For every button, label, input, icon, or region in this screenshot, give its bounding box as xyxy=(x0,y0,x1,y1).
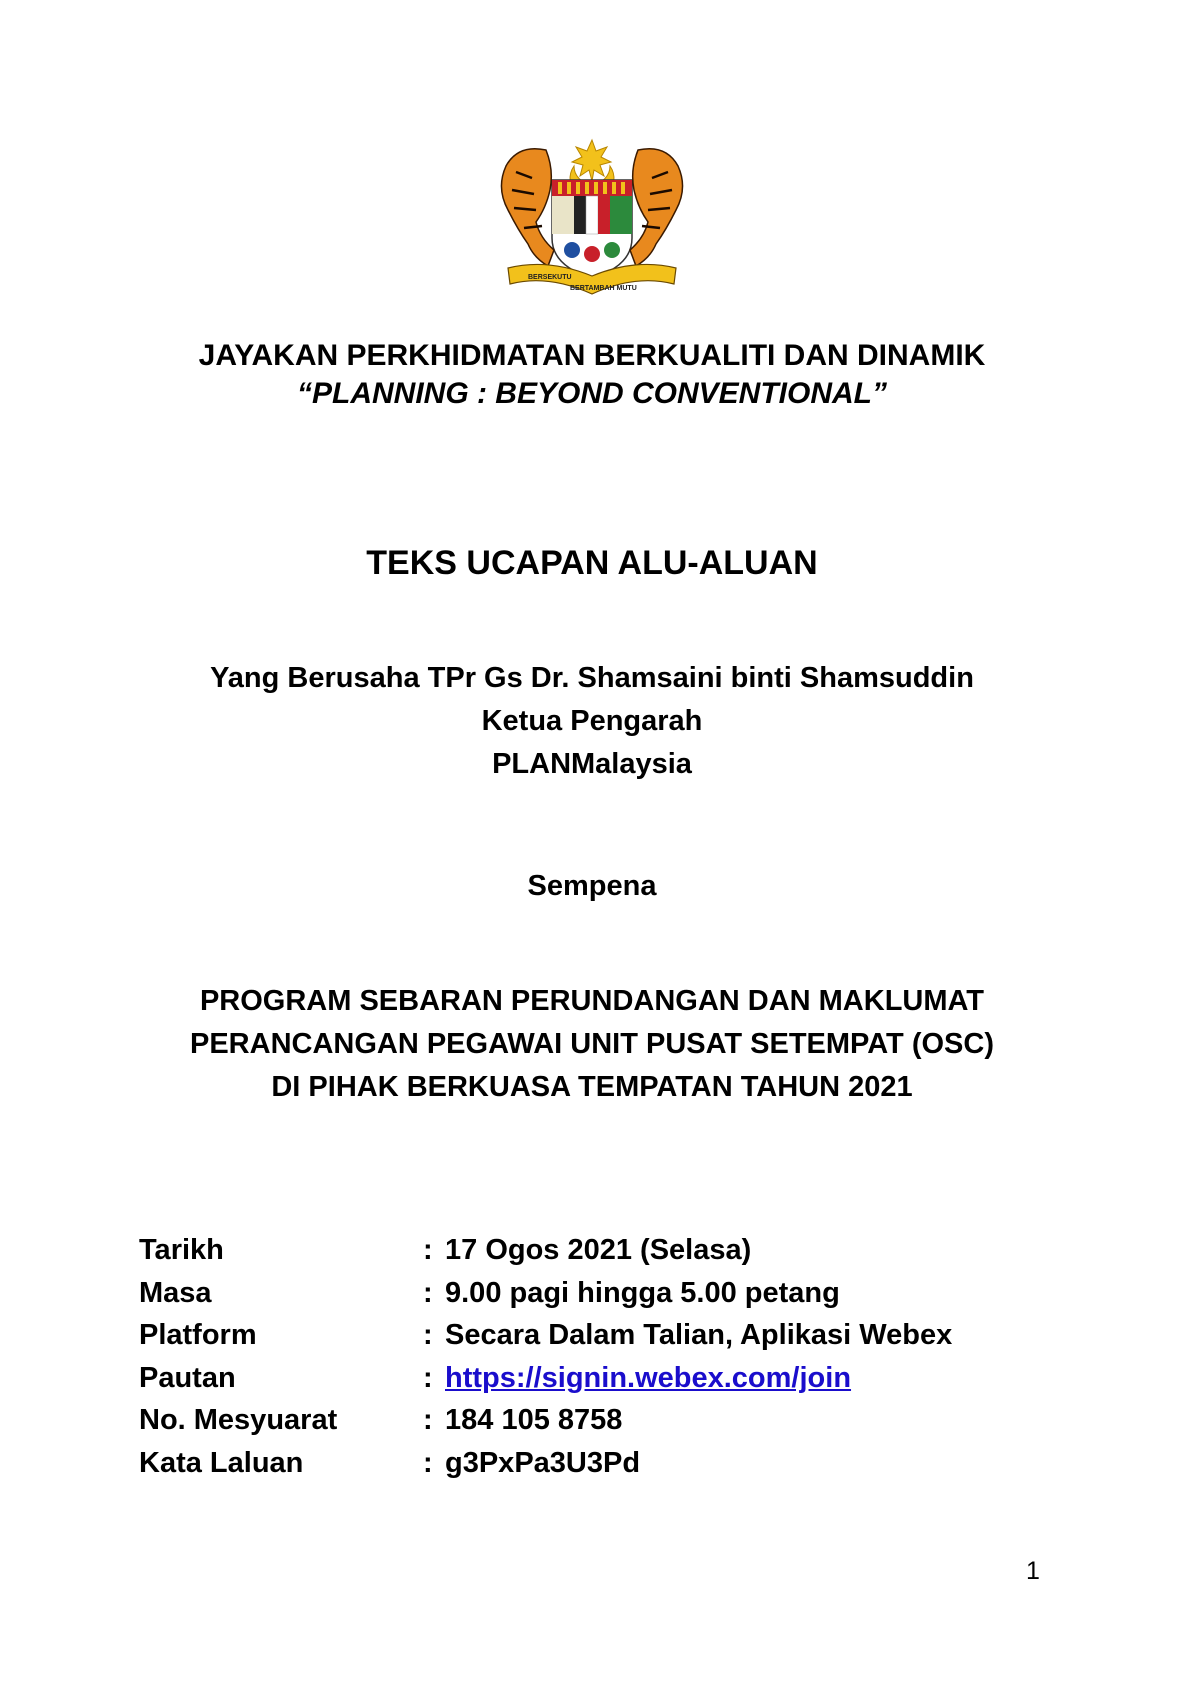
detail-label: Kata Laluan xyxy=(139,1446,304,1479)
sempena-label: Sempena xyxy=(527,870,657,902)
detail-value: Secara Dalam Talian, Aplikasi Webex xyxy=(445,1319,953,1351)
detail-value: 9.00 pagi hingga 5.00 petang xyxy=(445,1276,840,1309)
detail-row-masa xyxy=(139,1272,952,1315)
page-number: 1 xyxy=(1026,1557,1040,1585)
speaker-block xyxy=(0,657,1184,786)
detail-separator: : xyxy=(423,1361,433,1394)
detail-separator: : xyxy=(423,1446,433,1479)
detail-value: g3PxPa3U3Pd xyxy=(445,1446,641,1479)
detail-label: No. Mesyuarat xyxy=(139,1404,338,1436)
detail-separator: : xyxy=(423,1404,433,1436)
header-motto xyxy=(0,337,1184,413)
detail-label: Platform xyxy=(139,1319,257,1351)
detail-label: Pautan xyxy=(139,1361,236,1394)
svg-text:BERSEKUTU: BERSEKUTU xyxy=(528,274,572,281)
program-line: DI PIHAK BERKUASA TEMPATAN TAHUN 2021 xyxy=(271,1071,913,1103)
motto-line: JAYAKAN PERKHIDMATAN BERKUALITI DAN DINAMIK xyxy=(198,339,986,372)
speaker-position: Ketua Pengarah xyxy=(481,705,703,737)
program-title xyxy=(0,980,1184,1109)
webex-join-link[interactable]: https://signin.webex.com/join xyxy=(445,1361,852,1394)
detail-row-platform xyxy=(139,1314,952,1357)
malaysia-coat-of-arms-icon xyxy=(488,138,696,304)
slogan-line: “PLANNING : BEYOND CONVENTIONAL” xyxy=(296,377,887,410)
detail-row-kata-laluan xyxy=(139,1442,952,1485)
svg-text:BERTAMBAH MUTU: BERTAMBAH MUTU xyxy=(570,285,637,292)
detail-separator: : xyxy=(423,1319,433,1351)
detail-row-no-mesyuarat xyxy=(139,1399,952,1442)
detail-separator: : xyxy=(423,1234,433,1266)
speaker-name: Yang Berusaha TPr Gs Dr. Shamsaini binti Shamsuddin xyxy=(210,662,974,694)
detail-label: Masa xyxy=(139,1276,212,1309)
detail-row-tarikh xyxy=(139,1229,952,1272)
detail-row-pautan xyxy=(139,1357,952,1400)
detail-value: 184 105 8758 xyxy=(445,1404,623,1436)
detail-separator: : xyxy=(423,1276,433,1309)
detail-label: Tarikh xyxy=(139,1234,224,1266)
program-line: PROGRAM SEBARAN PERUNDANGAN DAN MAKLUMAT xyxy=(199,985,985,1017)
program-line: PERANCANGAN PEGAWAI UNIT PUSAT SETEMPAT (OSC) xyxy=(190,1028,994,1060)
speaker-organisation: PLANMalaysia xyxy=(492,748,692,780)
event-details xyxy=(139,1229,952,1484)
detail-value: 17 Ogos 2021 (Selasa) xyxy=(445,1234,752,1266)
page-title: TEKS UCAPAN ALU-ALUAN xyxy=(366,544,818,582)
